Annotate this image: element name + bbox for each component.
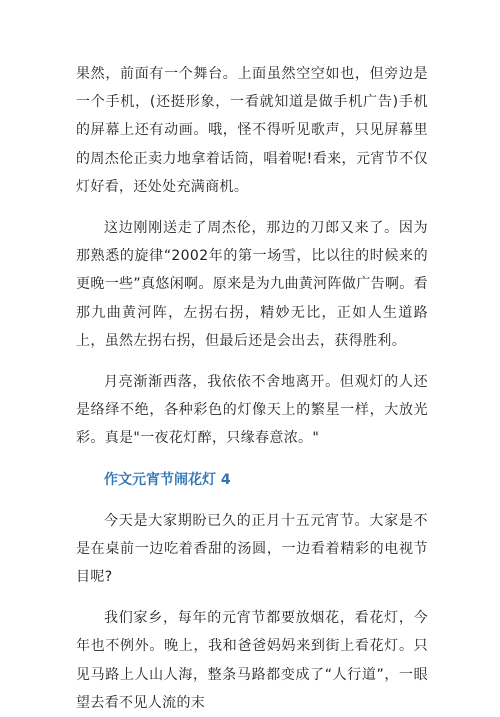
paragraph: 这边刚刚送走了周杰伦，那边的刀郎又来了。因为那熟悉的旋律“2002年的第一场雪，比以往的时候来的更晚一些”真悠闲啊。原来是为九曲黄河阵做广告啊。看那九曲黄河阵，左拐右拐，精妙无比，正如人生道路上，虽然左拐右拐，但最后还是会出去，获得胜利。 [76,220,429,349]
document-body [76,60,428,717]
paragraph: 今天是大家期盼已久的正月十五元宵节。大家是不是在桌前一边吃着香甜的汤圆，一边看着精彩的电视节目呢? [76,512,428,586]
paragraph: 我们家乡，每年的元宵节都要放烟花，看花灯，今年也不例外。晚上，我和爸爸妈妈来到街上看花灯。只见马路上人山人海，整条马路都变成了“人行道”，一眼望去看不见人流的末 [76,610,428,711]
section-heading: 作文元宵节闹花灯 4 [104,471,231,488]
paragraph: 果然，前面有一个舞台。上面虽然空空如也，但旁边是一个手机，(还挺形象，一看就知道是做手机广告)手机的屏幕上还有动画。哦，怪不得听见歌声，只见屏幕里的周杰伦正卖力地拿着话筒，唱着呢!看来，元宵节不仅灯好看，还处处充满商机。 [76,66,428,195]
paragraph: 月亮渐渐西落，我依依不舍地离开。但观灯的人还是络绎不绝，各种彩色的灯像天上的繁星一样，大放光彩。真是"一夜花灯醉，只缘春意浓。" [76,374,428,447]
